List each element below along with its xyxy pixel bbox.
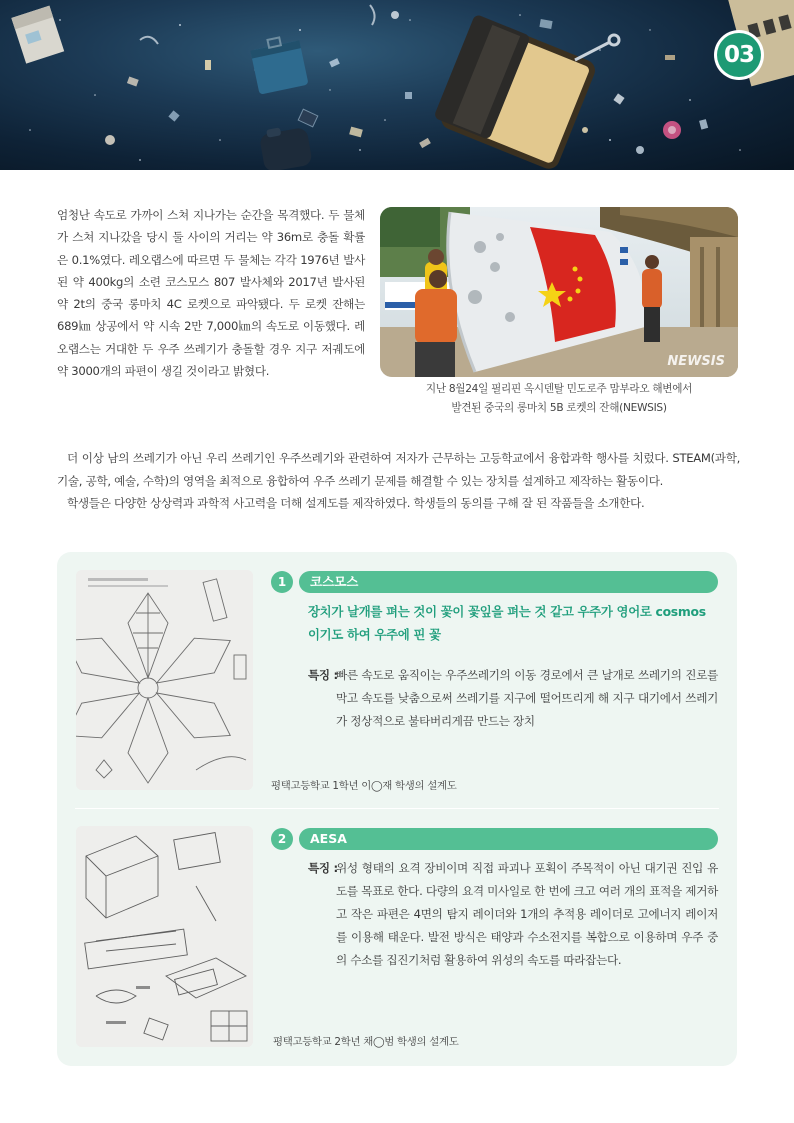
rocket-debris-photo bbox=[380, 207, 738, 377]
item-2-feature-text: 위성 형태의 요격 장비이며 직접 파괴나 포획이 주목적이 아닌 대기권 진입 유도를 목표로 한다. 다량의 요격 미사일로 한 번에 크고 여러 개의 표적을 제거하고 작은 파편은 4면의 탐지 레이더와 1개의 추적용 레이더로 고에너지 레이저를 이용해 태운다. 발전 방식은 태양과 수소전지를 복합으로 이용하며 우주 중의 수소를 집진기처럼 활용하여 위성의 속도를 따라잡는다. bbox=[336, 861, 718, 967]
body-text bbox=[57, 447, 740, 515]
satellite-interceptor-drawing bbox=[76, 826, 253, 1047]
page-number: 03 bbox=[717, 33, 761, 77]
photo-caption bbox=[380, 380, 738, 418]
page-number-badge bbox=[714, 30, 764, 80]
item-2-number: 2 bbox=[271, 828, 293, 850]
item-1-header bbox=[271, 571, 718, 593]
newsis-watermark: NEWSIS bbox=[667, 354, 725, 369]
item-2-credit: 평택고등학교 2학년 채◯범 학생의 설계도 bbox=[273, 1036, 459, 1048]
item-2-feature-label: 특징 : bbox=[308, 861, 338, 875]
flower-satellite-drawing bbox=[76, 570, 253, 790]
aesa-sketch-image bbox=[76, 826, 253, 1047]
intro-paragraph: 엄청난 속도로 가까이 스쳐 지나가는 순간을 목격했다. 두 물체가 스쳐 지나갔을 당시 둘 사이의 거리는 약 36m로 충돌 확률은 0.1%였다. 레오랩스에 따르면 두 물체는 각각 1976년 발사된 약 400kg의 소련 코스모스 807 발사체와 2017년 발사된 약 2t의 중국 롱마치 4C 로켓으로 파악됐다. 두 로켓 잔해는 689㎞ 상공에서 약 시속 2만 7,000㎞의 속도로 이동했다. 레오랩스는 거대한 두 우주 쓰레기가 충돌할 경우 지구 저궤도에 약 3000개의 파편이 생길 것이라고 밝혔다. bbox=[57, 208, 365, 379]
item-divider bbox=[75, 808, 719, 809]
item-1-credit: 평택고등학교 1학년 이◯재 학생의 설계도 bbox=[271, 780, 457, 792]
item-2-title: AESA bbox=[299, 828, 718, 850]
header-banner bbox=[0, 0, 794, 170]
item-2-header bbox=[271, 828, 718, 850]
space-debris-illustration bbox=[0, 0, 794, 170]
item-1-number: 1 bbox=[271, 571, 293, 593]
item-1-feature bbox=[308, 664, 718, 733]
item-1-feature-text: 빠른 속도로 움직이는 우주쓰레기의 이동 경로에서 큰 날개로 쓰레기의 진로를 막고 속도를 낮춤으로써 쓰레기를 지구에 떨어뜨리게 해 지구 대기에서 쓰레기가 정상적으로 불타버리게끔 만드는 장치 bbox=[336, 668, 718, 728]
item-1-feature-label: 특징 : bbox=[308, 668, 338, 682]
body-paragraph-2: 학생들은 다양한 상상력과 과학적 사고력을 더해 설계도를 제작하였다. 학생들의 동의를 구해 잘 된 작품들을 소개한다. bbox=[67, 496, 645, 510]
photo-caption-line2: 발견된 중국의 롱마치 5B 로켓의 잔해(NEWSIS) bbox=[451, 402, 667, 414]
photo-caption-line1: 지난 8월24일 필리핀 옥시덴탈 민도로주 맘부라오 해변에서 bbox=[425, 383, 693, 395]
student-works-box bbox=[57, 552, 737, 1066]
cosmos-sketch-image bbox=[76, 570, 253, 790]
item-1-tagline: 장치가 날개를 펴는 것이 꽃이 꽃잎을 펴는 것 같고 우주가 영어로 cosmos 이기도 하여 우주에 핀 꽃 bbox=[308, 604, 706, 642]
item-1-title: 코스모스 bbox=[299, 571, 718, 593]
body-paragraph-1: 더 이상 남의 쓰레기가 아닌 우리 쓰레기인 우주쓰레기와 관련하여 저자가 근무하는 고등학교에서 융합과학 행사를 치렀다. STEAM(과학, 기술, 공학, 예술, 수학)의 영역을 최적으로 융합하여 우주 쓰레기 문제를 해결할 수 있는 장치를 설계하고 제작하는 활동이다. bbox=[57, 451, 740, 488]
item-2-feature bbox=[308, 857, 718, 972]
